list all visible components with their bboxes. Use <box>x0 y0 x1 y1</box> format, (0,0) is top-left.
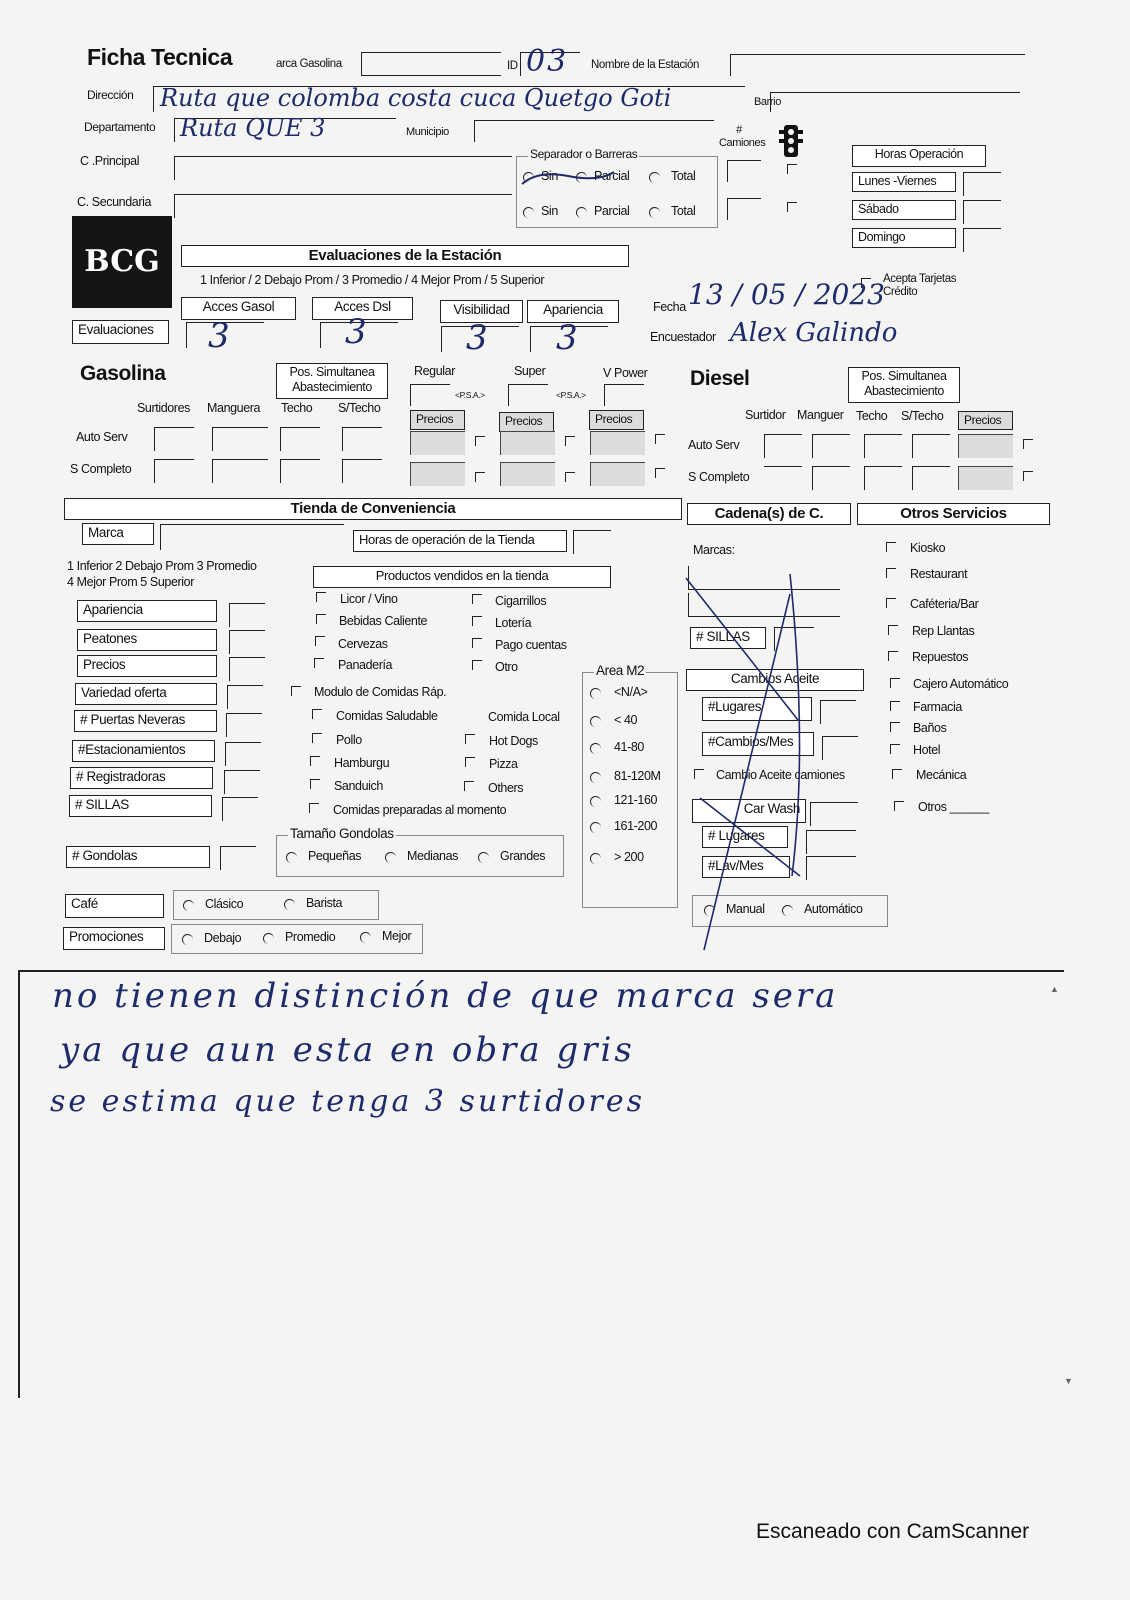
area-121-160-radio[interactable] <box>590 796 601 807</box>
gasolina-precios-regular: Precios <box>410 410 465 430</box>
tienda-horas-label: Horas de operación de la Tienda <box>353 530 567 552</box>
producto-loteria-label: Lotería <box>495 616 532 630</box>
tienda-rating-registradoras: # Registradoras <box>70 767 213 789</box>
producto-panaderia-check[interactable] <box>314 658 324 668</box>
camiones-label: # Camiones <box>719 124 766 149</box>
gasolina-auto-manguera[interactable] <box>212 427 268 451</box>
tienda-title: Tienda de Conveniencia <box>64 498 682 520</box>
separador2-total-label: Total <box>671 204 696 218</box>
area-121-160-label: 121-160 <box>614 793 658 807</box>
otros-banos-label: Baños <box>913 721 947 735</box>
gondolas-medianas-label: Medianas <box>407 849 458 863</box>
promociones-label: Promociones <box>63 927 165 950</box>
separador1-total-radio[interactable] <box>649 172 660 183</box>
otros-kiosko-label: Kiosko <box>910 541 946 555</box>
barrio-field[interactable] <box>770 92 1020 112</box>
cadena-title: Cadena(s) de C. <box>687 503 851 525</box>
area-40-radio[interactable] <box>590 716 601 727</box>
gasolina-fuel-regular: Regular <box>414 364 455 378</box>
cafe-clasico-radio[interactable] <box>183 900 194 911</box>
tienda-rating-estacionamientos: #Estacionamientos <box>72 740 215 762</box>
producto-cervezas-label: Cervezas <box>338 637 388 651</box>
horas-sabado-field[interactable] <box>963 200 1001 224</box>
cambios-mes-label: #Cambios/Mes <box>702 732 814 756</box>
gasolina-psa-regular: <P.S.A.> <box>455 390 485 400</box>
bcg-logo: BCG <box>72 216 172 308</box>
eval-acces-gasol-value: 3 <box>208 316 230 356</box>
modulo-comidas-label: Modulo de Comidas Ráp. <box>314 685 447 699</box>
gasolina-sc-surtidores[interactable] <box>154 459 194 483</box>
cafe-barista-radio[interactable] <box>284 899 295 910</box>
otros-otros-label: Otros ______ <box>918 800 989 814</box>
producto-otro-label: Otro <box>495 660 518 674</box>
tienda-rating-variedad: Variedad oferta <box>75 683 217 705</box>
notes-line-1: no tienen distinción de que marca sera <box>52 976 839 1016</box>
comida-pizza-check[interactable] <box>465 757 475 767</box>
municipio-label: Municipio <box>406 126 449 138</box>
area-200-radio[interactable] <box>590 853 601 864</box>
eval-acces-dsl-value: 3 <box>345 312 367 352</box>
carwash-manual-label: Manual <box>726 902 765 916</box>
separador-scribble <box>518 166 618 190</box>
tienda-rating-apariencia: Apariencia <box>77 600 217 622</box>
diesel-sc-precio[interactable] <box>958 466 1013 490</box>
acepta-tarjetas-check[interactable] <box>861 278 871 288</box>
comida-hotdogs-check[interactable] <box>465 734 475 744</box>
otros-cajero-check[interactable] <box>890 678 900 688</box>
tienda-rating-precios: Precios <box>77 655 217 677</box>
form-title: Ficha Tecnica <box>87 44 233 70</box>
horas-operacion-title: Horas Operación <box>852 145 986 167</box>
gasolina-col-surtidores: Surtidores <box>137 401 190 415</box>
diesel-row-s-completo: S Completo <box>688 470 750 484</box>
acepta-tarjetas-label: Acepta Tarjetas Crédito <box>883 273 957 298</box>
notes-line-2: ya que aun esta en obra gris <box>60 1030 635 1070</box>
comida-others-label: Others <box>488 781 524 795</box>
otros-hotel-label: Hotel <box>913 743 941 757</box>
cambios-aceite-title: Cambios Aceite <box>686 669 864 691</box>
diesel-col-stecho: S/Techo <box>901 409 944 423</box>
tienda-rating-estacionamientos-field[interactable] <box>225 742 261 766</box>
gasolina-sc-precio-super[interactable] <box>500 462 555 486</box>
gasolina-sc-regular-check[interactable] <box>475 472 485 482</box>
direccion-value: Ruta que colomba costa cuca Quetgo Goti <box>160 84 672 112</box>
scroll-down-arrow-icon[interactable]: ▼ <box>1064 1376 1073 1386</box>
horas-domingo-label: Domingo <box>852 228 956 248</box>
separador2-total-radio[interactable] <box>649 207 660 218</box>
comida-hamburgu-label: Hamburgu <box>334 756 390 770</box>
gasolina-sc-super-check[interactable] <box>565 472 575 482</box>
gondolas-grandes-label: Grandes <box>500 849 546 863</box>
eval-apariencia-label: Apariencia <box>527 300 619 323</box>
gasolina-vpower-psa-field[interactable] <box>604 384 644 406</box>
diesel-auto-surtidor[interactable] <box>764 434 802 458</box>
diesel-row-auto-serv: Auto Serv <box>688 438 740 452</box>
cadena-sillas-label: # SILLAS <box>690 627 766 649</box>
marca-gasolina-label: arca Gasolina <box>276 58 342 70</box>
otros-kiosko-check[interactable] <box>886 542 896 552</box>
gasolina-sc-techo[interactable] <box>280 459 320 483</box>
diesel-sc-techo[interactable] <box>864 466 902 490</box>
producto-licor-check[interactable] <box>316 592 326 602</box>
gasolina-auto-surtidores[interactable] <box>154 427 194 451</box>
gasolina-fuel-vpower: V Power <box>603 366 648 380</box>
gondolas-group-title: Tamaño Gondolas <box>290 826 394 841</box>
area-40-label: < 40 <box>614 713 638 727</box>
otros-restaurant-label: Restaurant <box>910 567 968 581</box>
horas-domingo-field[interactable] <box>963 228 1001 252</box>
municipio-field[interactable] <box>474 120 714 142</box>
otros-repuestos-check[interactable] <box>888 651 898 661</box>
gondolas-grandes-radio[interactable] <box>478 852 489 863</box>
otros-otros-check[interactable] <box>894 801 904 811</box>
gasolina-title: Gasolina <box>80 362 166 385</box>
eval-acces-dsl-label: Acces Dsl <box>312 297 413 320</box>
evaluaciones-scale: 1 Inferior / 2 Debajo Prom / 3 Promedio / 4 Mejor Prom / 5 Superior <box>200 273 545 287</box>
separador2-parcial-label: Parcial <box>594 204 630 218</box>
cafe-label: Café <box>65 894 164 918</box>
separador-title: Separador o Barreras <box>530 147 638 161</box>
c-secundaria-label: C. Secundaria <box>77 195 152 209</box>
area-na-label: <N/A> <box>614 685 648 699</box>
car-wash-title: Car Wash <box>692 799 806 823</box>
cambio-camiones-label: Cambio Aceite camiones <box>716 768 845 782</box>
gasolina-auto-precio-regular[interactable] <box>410 431 465 455</box>
carwash-automatico-label: Automático <box>804 902 863 916</box>
cafe-barista-label: Barista <box>306 896 343 910</box>
gasolina-col-techo: Techo <box>281 401 313 415</box>
gondolas-pequenas-radio[interactable] <box>286 852 297 863</box>
camiones-check-1[interactable] <box>787 164 797 174</box>
gasolina-auto-precio-super[interactable] <box>500 431 555 455</box>
gasolina-auto-vpower-check[interactable] <box>655 434 665 444</box>
area-81-120-radio[interactable] <box>590 772 601 783</box>
comida-saludable-label: Comidas Saludable <box>336 709 438 723</box>
gasolina-col-stecho: S/Techo <box>338 401 381 415</box>
separador2-sin-label: Sin <box>541 204 558 218</box>
diesel-col-surtidor: Surtidor <box>745 408 786 422</box>
gasolina-auto-techo[interactable] <box>280 427 320 451</box>
nombre-estacion-label: Nombre de la Estación <box>591 59 699 71</box>
tienda-rating-registradoras-field[interactable] <box>224 770 260 794</box>
c-secundaria-field[interactable] <box>174 194 512 218</box>
promo-promedio-radio[interactable] <box>263 933 274 944</box>
otros-restaurant-check[interactable] <box>886 568 896 578</box>
area-41-80-radio[interactable] <box>590 743 601 754</box>
gasolina-precios-super: Precios <box>499 412 554 432</box>
comidas-preparadas-check[interactable] <box>309 803 319 813</box>
otros-llantas-label: Rep Llantas <box>912 624 975 638</box>
gasolina-sc-vpower-check[interactable] <box>655 468 665 478</box>
fecha-value: 13 / 05 / 2023 <box>688 278 885 311</box>
otros-cafeteria-check[interactable] <box>886 598 896 608</box>
gasolina-precios-vpower: Precios <box>589 410 644 430</box>
tienda-rating-puertas: # Puertas Neveras <box>74 710 217 732</box>
area-na-radio[interactable] <box>590 688 601 699</box>
diesel-sc-surtidor[interactable] <box>764 466 802 490</box>
encuestador-value: Alex Galindo <box>730 318 898 348</box>
tienda-rating-peatones: Peatones <box>77 629 217 651</box>
gasolina-psa-super: <P.S.A.> <box>556 390 586 400</box>
area-161-200-label: 161-200 <box>614 819 658 833</box>
marca-gasolina-field[interactable] <box>361 52 501 76</box>
gasolina-sc-precio-vpower[interactable] <box>590 462 645 486</box>
notes-line-3: se estima que tenga 3 surtidores <box>50 1084 646 1119</box>
cadena-marcas-label: Marcas: <box>693 543 735 557</box>
horas-lunes-field[interactable] <box>963 172 1001 196</box>
tienda-rating-peatones-field[interactable] <box>229 630 265 654</box>
producto-cervezas-check[interactable] <box>315 636 325 646</box>
eval-apariencia-value: 3 <box>556 318 578 358</box>
gasolina-pos-simultanea: Pos. Simultanea Abastecimiento <box>276 363 388 399</box>
tienda-marca-field[interactable] <box>160 524 344 550</box>
comida-hamburgu-check[interactable] <box>310 756 320 766</box>
barrio-label: Barrio <box>754 96 781 108</box>
comida-local-label: Comida Local <box>488 710 560 724</box>
camscanner-watermark: Escaneado con CamScanner <box>756 1520 1030 1543</box>
producto-loteria-check[interactable] <box>472 616 482 626</box>
cafe-clasico-label: Clásico <box>205 897 244 911</box>
diesel-auto-check[interactable] <box>1023 439 1033 449</box>
diesel-auto-techo[interactable] <box>864 434 902 458</box>
otros-hotel-check[interactable] <box>890 744 900 754</box>
otros-repuestos-label: Repuestos <box>912 650 969 664</box>
comida-others-check[interactable] <box>464 781 474 791</box>
tienda-scale-line1: 1 Inferior 2 Debajo Prom 3 Promedio <box>67 559 257 573</box>
eval-acces-gasol-label: Acces Gasol <box>181 297 296 320</box>
area-161-200-radio[interactable] <box>590 822 601 833</box>
area-group-title: Area M2 <box>596 663 645 678</box>
tienda-horas-field[interactable] <box>573 530 611 554</box>
otros-cajero-label: Cajero Automático <box>913 677 1009 691</box>
traffic-light-icon <box>778 124 804 158</box>
camiones-check-2[interactable] <box>787 202 797 212</box>
gasolina-auto-super-check[interactable] <box>565 436 575 446</box>
nombre-estacion-field[interactable] <box>730 54 1025 76</box>
producto-pago-label: Pago cuentas <box>495 638 567 652</box>
producto-cigarrillos-label: Cigarrillos <box>495 594 547 608</box>
direccion-label: Dirección <box>87 88 134 102</box>
tienda-rating-sillas-field[interactable] <box>222 797 258 821</box>
eval-visibilidad-label: Visibilidad <box>440 300 523 323</box>
promo-mejor-radio[interactable] <box>360 932 371 943</box>
diesel-sc-stecho[interactable] <box>912 466 950 490</box>
producto-licor-label: Licor / Vino <box>340 592 398 606</box>
producto-otro-check[interactable] <box>472 660 482 670</box>
fecha-label: Fecha <box>653 300 686 314</box>
horas-lunes-label: Lunes -Viernes <box>852 172 956 192</box>
area-41-80-label: 41-80 <box>614 740 644 754</box>
gasolina-row-s-completo: S Completo <box>70 462 132 476</box>
gasolina-sc-precio-regular[interactable] <box>410 462 465 486</box>
promo-promedio-label: Promedio <box>285 930 336 944</box>
cambios-lugares-label: #Lugares <box>702 697 812 721</box>
cadena-scribble <box>680 566 830 956</box>
separador2-sin-radio[interactable] <box>523 207 534 218</box>
diesel-title: Diesel <box>690 367 750 390</box>
gondolas-pequenas-label: Pequeñas <box>308 849 362 863</box>
otros-farmacia-check[interactable] <box>890 701 900 711</box>
gasolina-sc-manguera[interactable] <box>212 459 268 483</box>
c-principal-field[interactable] <box>174 156 512 180</box>
gasolina-auto-stecho[interactable] <box>342 427 382 451</box>
area-81-120-label: 81-120M <box>614 769 661 783</box>
otros-cafeteria-label: Caféteria/Bar <box>910 597 979 611</box>
separador1-total-label: Total <box>671 169 696 183</box>
camiones-field-1[interactable] <box>727 160 761 182</box>
gondolas-medianas-radio[interactable] <box>385 852 396 863</box>
promo-debajo-radio[interactable] <box>182 934 193 945</box>
area-200-label: > 200 <box>614 850 644 864</box>
eval-visibilidad-value: 3 <box>466 318 488 358</box>
departamento-value: Ruta QUE 3 <box>180 114 326 142</box>
gasolina-col-manguera: Manguera <box>207 401 261 415</box>
tienda-gondolas-field[interactable] <box>220 846 256 870</box>
promo-debajo-label: Debajo <box>204 931 242 945</box>
otros-banos-check[interactable] <box>890 722 900 732</box>
comida-sanduich-check[interactable] <box>310 779 320 789</box>
tienda-rating-apariencia-field[interactable] <box>229 603 265 627</box>
tienda-marca-label: Marca <box>82 523 154 545</box>
gasolina-auto-precio-vpower[interactable] <box>590 431 645 455</box>
separador1-sin-label: Sin <box>541 169 558 183</box>
producto-pago-check[interactable] <box>472 638 482 648</box>
otros-mecanica-label: Mecánica <box>916 768 967 782</box>
modulo-comidas-check[interactable] <box>291 686 301 696</box>
carwash-lav-mes-label: #Lav/Mes <box>702 856 790 878</box>
id-label: ID <box>507 60 518 72</box>
comida-pizza-label: Pizza <box>489 757 518 771</box>
tienda-scale-line2: 4 Mejor Prom 5 Superior <box>67 575 194 589</box>
producto-panaderia-label: Panadería <box>338 658 393 672</box>
productos-title: Productos vendidos en la tienda <box>313 566 611 588</box>
otros-mecanica-check[interactable] <box>892 769 902 779</box>
tienda-rating-precios-field[interactable] <box>229 657 265 681</box>
promo-mejor-label: Mejor <box>382 929 412 943</box>
producto-bebidas-label: Bebidas Caliente <box>339 614 428 628</box>
producto-cigarrillos-check[interactable] <box>472 594 482 604</box>
otros-farmacia-label: Farmacia <box>913 700 962 714</box>
diesel-col-manguer: Manguer <box>797 408 844 422</box>
gasolina-super-psa-field[interactable] <box>508 384 548 406</box>
cafe-group <box>173 890 379 920</box>
diesel-pos-simultanea: Pos. Simultanea Abastecimiento <box>848 367 960 403</box>
comida-pollo-check[interactable] <box>312 733 322 743</box>
area-group <box>582 672 678 908</box>
diesel-auto-stecho[interactable] <box>912 434 950 458</box>
tienda-rating-puertas-field[interactable] <box>226 713 262 737</box>
diesel-auto-precio[interactable] <box>958 434 1013 458</box>
c-principal-label: C .Principal <box>80 154 140 168</box>
gasolina-sc-stecho[interactable] <box>342 459 382 483</box>
diesel-sc-manguer[interactable] <box>812 466 850 490</box>
encuestador-label: Encuestador <box>650 330 716 344</box>
diesel-auto-manguer[interactable] <box>812 434 850 458</box>
otros-servicios-title: Otros Servicios <box>857 503 1050 525</box>
otros-llantas-check[interactable] <box>888 625 898 635</box>
gasolina-auto-regular-check[interactable] <box>475 436 485 446</box>
comida-pollo-label: Pollo <box>336 733 362 747</box>
diesel-sc-check[interactable] <box>1023 471 1033 481</box>
carwash-lugares-label: # Lugares <box>702 826 788 848</box>
evaluaciones-title: Evaluaciones de la Estación <box>181 245 629 267</box>
producto-bebidas-check[interactable] <box>316 614 326 624</box>
tienda-rating-sillas: # SILLAS <box>69 795 212 817</box>
gasolina-row-auto-serv: Auto Serv <box>76 430 128 444</box>
camiones-field-2[interactable] <box>727 198 761 220</box>
tienda-rating-variedad-field[interactable] <box>227 685 263 709</box>
comidas-preparadas-label: Comidas preparadas al momento <box>333 803 507 817</box>
diesel-precios: Precios <box>958 411 1013 430</box>
comida-sanduich-label: Sanduich <box>334 779 383 793</box>
scroll-up-arrow-icon[interactable]: ▲ <box>1050 984 1059 994</box>
id-value: 03 <box>526 44 569 79</box>
comida-hotdogs-label: Hot Dogs <box>489 734 538 748</box>
departamento-label: Departamento <box>84 120 156 134</box>
horas-sabado-label: Sábado <box>852 200 956 220</box>
gasolina-regular-psa-field[interactable] <box>410 384 450 406</box>
tienda-gondolas-label: # Gondolas <box>66 846 210 868</box>
gasolina-fuel-super: Super <box>514 364 546 378</box>
separador2-parcial-radio[interactable] <box>576 207 587 218</box>
diesel-col-techo: Techo <box>856 409 888 423</box>
evaluaciones-row-label: Evaluaciones <box>72 320 169 344</box>
comida-saludable-check[interactable] <box>312 709 322 719</box>
separador1-parcial-label: Parcial <box>594 169 630 183</box>
